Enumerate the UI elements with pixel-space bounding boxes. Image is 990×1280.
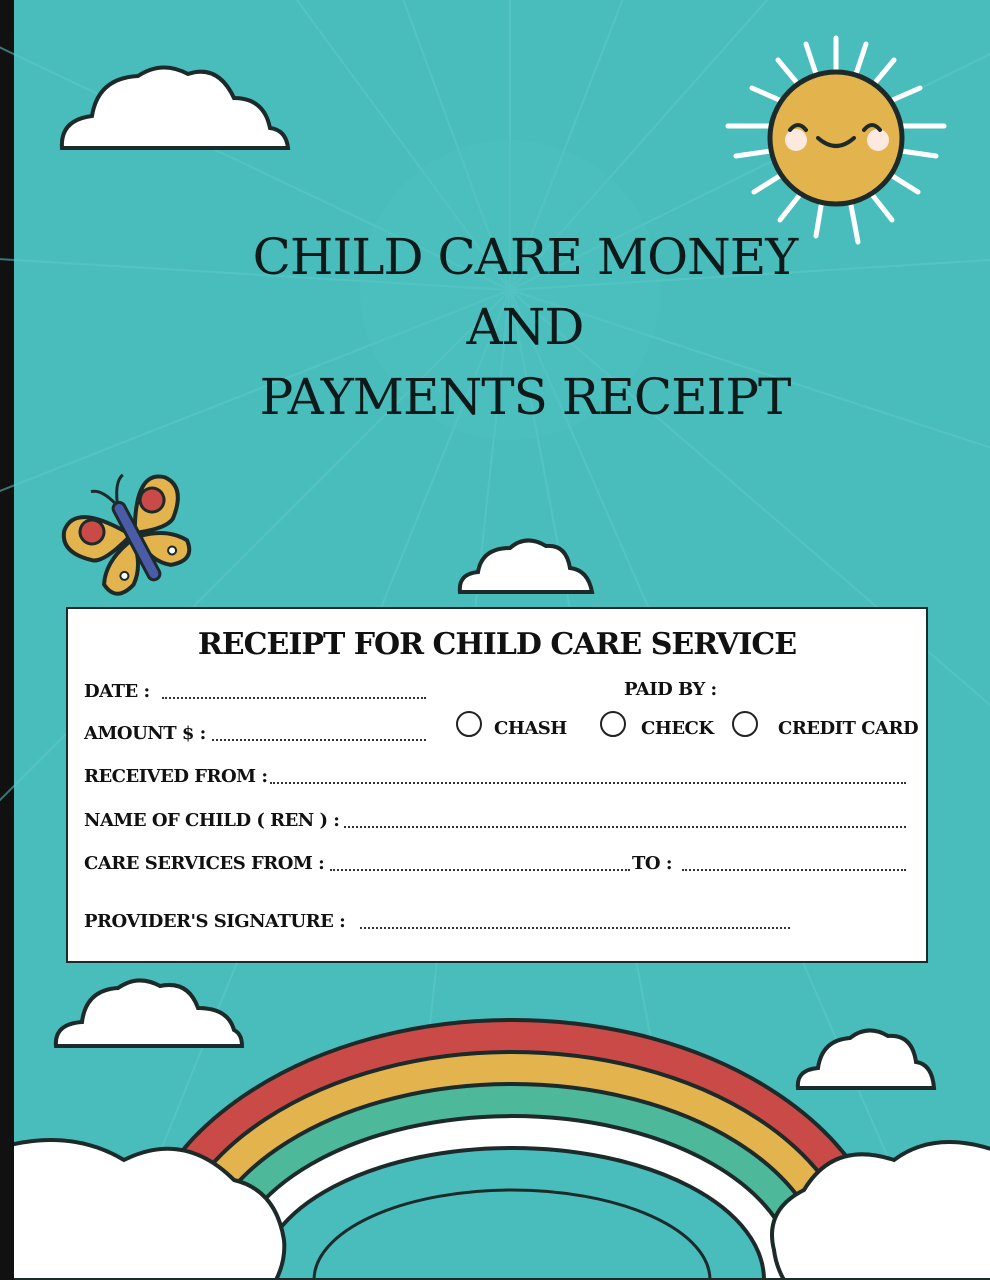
to-label: TO : (632, 853, 672, 874)
care-services-to-field[interactable] (682, 869, 906, 871)
receipt-heading: RECEIPT FOR CHILD CARE SERVICE (197, 627, 797, 662)
date-field[interactable] (162, 697, 426, 699)
cloud-icon (58, 58, 293, 153)
paid-by-label: PAID BY : (624, 679, 717, 700)
provider-signature-field[interactable] (360, 927, 790, 929)
care-services-from-label: CARE SERVICES FROM : (84, 853, 325, 874)
cash-option-label: CHASH (494, 718, 567, 739)
credit-card-radio[interactable] (732, 711, 758, 737)
check-option-label: CHECK (641, 718, 714, 739)
cover-title-line-2: AND (466, 298, 584, 356)
check-radio[interactable] (600, 711, 626, 737)
cover-title-line-3: PAYMENTS RECEIPT (259, 368, 791, 426)
amount-label: AMOUNT $ : (84, 723, 206, 744)
credit-card-option-label: CREDIT CARD (778, 718, 919, 739)
rainbow-icon (14, 1010, 990, 1280)
care-services-from-field[interactable] (330, 869, 630, 871)
received-from-field[interactable] (270, 782, 906, 784)
cash-radio[interactable] (456, 711, 482, 737)
name-of-child-field[interactable] (344, 826, 906, 828)
sun-icon (722, 32, 950, 250)
received-from-label: RECEIVED FROM : (84, 766, 268, 787)
butterfly-icon (56, 470, 206, 600)
name-of-child-label: NAME OF CHILD ( REN ) : (84, 810, 340, 831)
date-label: DATE : (84, 681, 150, 702)
cloud-icon (456, 534, 596, 596)
receipt-card (66, 607, 928, 963)
cover-title-line-1: CHILD CARE MONEY (252, 228, 798, 286)
provider-signature-label: PROVIDER'S SIGNATURE : (84, 911, 346, 932)
amount-field[interactable] (212, 739, 426, 741)
